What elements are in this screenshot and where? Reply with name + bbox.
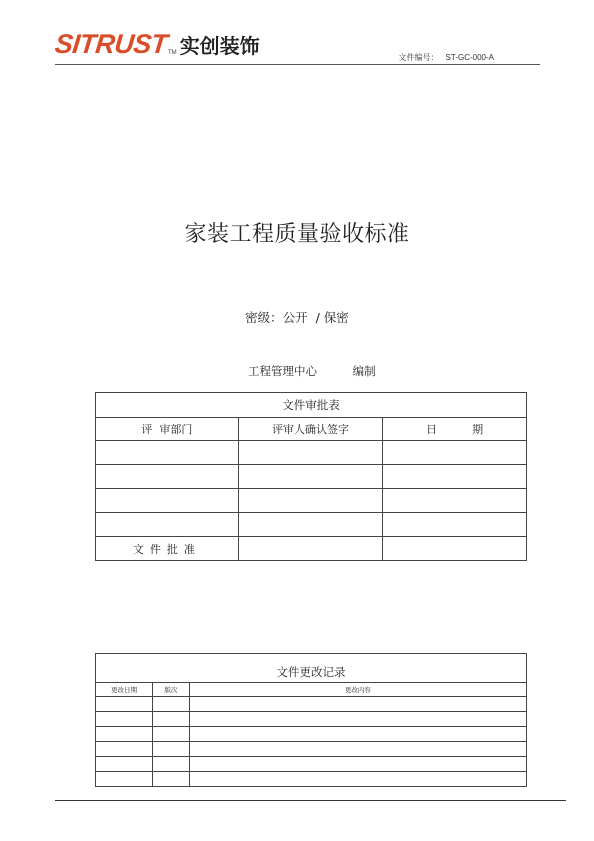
change-cell[interactable] <box>189 697 526 712</box>
review-cell[interactable] <box>238 465 383 489</box>
approve-label: 文件批准 <box>96 537 239 561</box>
change-cell[interactable] <box>152 742 189 757</box>
change-cell[interactable] <box>96 697 153 712</box>
review-cell[interactable] <box>383 513 527 537</box>
compiler-dept: 工程管理中心 <box>248 364 317 378</box>
review-cell[interactable] <box>238 441 383 465</box>
company-logo <box>55 31 260 58</box>
change-cell[interactable] <box>152 712 189 727</box>
document-number-value: ST-GC-000-A <box>445 53 494 62</box>
review-col-signature: 评审人确认签字 <box>238 418 383 441</box>
header-divider <box>55 64 540 65</box>
brand-wordmark: SITRUST <box>53 29 169 59</box>
review-cell[interactable] <box>96 441 239 465</box>
review-table-caption: 文件审批表 <box>96 393 527 418</box>
review-cell[interactable] <box>383 441 527 465</box>
document-number-label: 文件编号： <box>398 53 439 62</box>
change-cell[interactable] <box>96 727 153 742</box>
review-col-dept: 评 审部门 <box>96 418 239 441</box>
review-col-date: 日 期 <box>383 418 527 441</box>
review-cell[interactable] <box>238 489 383 513</box>
review-cell[interactable] <box>383 465 527 489</box>
secret-level: 密级：公开 / 保密 <box>245 310 349 325</box>
review-cell[interactable] <box>96 465 239 489</box>
change-cell[interactable] <box>152 772 189 787</box>
approve-signature-cell[interactable] <box>238 537 383 561</box>
change-cell[interactable] <box>152 727 189 742</box>
change-cell[interactable] <box>96 772 153 787</box>
review-cell[interactable] <box>238 513 383 537</box>
footer-divider <box>55 800 566 801</box>
change-cell[interactable] <box>189 727 526 742</box>
document-number <box>399 52 494 63</box>
approve-date-cell[interactable] <box>383 537 527 561</box>
trademark-mark: TM <box>168 50 177 56</box>
change-col-date: 更改日期 <box>96 683 153 697</box>
change-cell[interactable] <box>189 742 526 757</box>
review-cell[interactable] <box>383 489 527 513</box>
change-cell[interactable] <box>189 712 526 727</box>
change-col-content: 更改内容 <box>189 683 526 697</box>
change-col-version: 版次 <box>152 683 189 697</box>
change-cell[interactable] <box>96 742 153 757</box>
review-cell[interactable] <box>96 489 239 513</box>
change-cell[interactable] <box>96 757 153 772</box>
change-cell[interactable] <box>189 757 526 772</box>
review-table <box>95 392 527 561</box>
change-record-table <box>95 653 527 787</box>
change-cell[interactable] <box>96 712 153 727</box>
change-cell[interactable] <box>189 772 526 787</box>
brand-name-cn: 实创装饰 <box>179 34 260 58</box>
compiler-action: 编制 <box>352 364 376 378</box>
compiler-line <box>248 363 376 379</box>
change-cell[interactable] <box>152 697 189 712</box>
change-cell[interactable] <box>152 757 189 772</box>
change-table-caption: 文件更改记录 <box>96 654 527 683</box>
document-title: 家装工程质量验收标准 <box>184 222 410 247</box>
review-cell[interactable] <box>96 513 239 537</box>
